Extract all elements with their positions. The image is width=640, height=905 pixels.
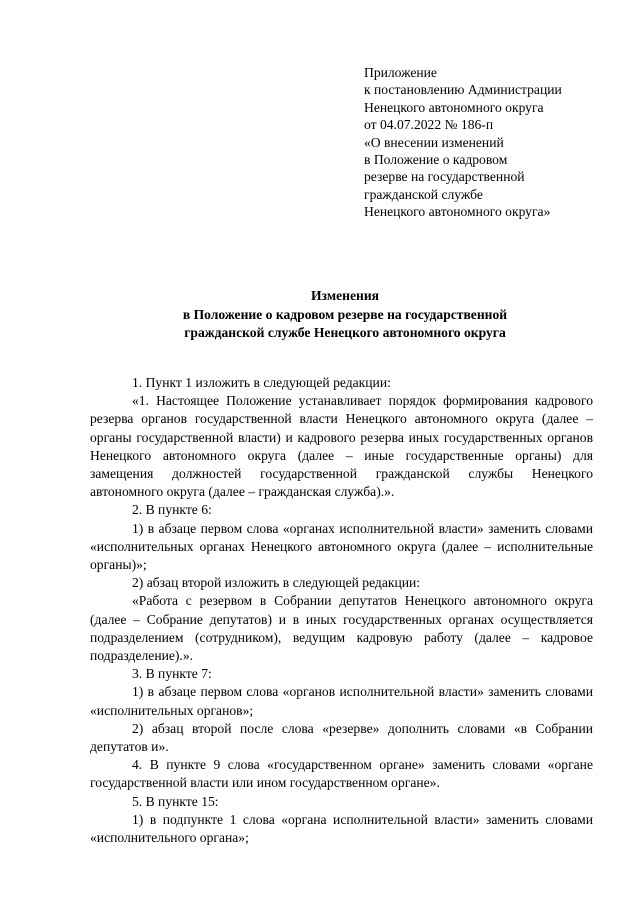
appendix-line: от 04.07.2022 № 186-п <box>364 117 494 133</box>
paragraph: 2) абзац второй после слова «резерве» дополнить словами «в Собрании депутатов и». <box>90 720 593 755</box>
paragraph: 2. В пункте 6: <box>132 502 212 518</box>
paragraph: 4. В пункте 9 слова «государственном органе» заменить словами «органе государственной власти или ином государственном органе». <box>90 757 593 791</box>
paragraph: 1. Пункт 1 изложить в следующей редакции: <box>132 375 391 390</box>
appendix-line: резерве на государственной <box>364 169 525 185</box>
paragraph: «1. Настоящее Положение устанавливает порядок формирования кадрового резерва органов государственной власти Ненецкого автономного округа (далее – органы государственной власти) и кадрового резерва иных государственных органов Ненецкого автономного округа (далее – иные государственные органы) для замещения должностей государственной гражданской службы Ненецкого автономного округа (далее – гражданская служба).». <box>90 393 593 500</box>
title-line: Изменения <box>310 288 380 303</box>
paragraph: 3. В пункте 7: <box>132 666 212 682</box>
appendix-line: в Положение о кадровом <box>364 152 508 168</box>
paragraph: 1) в подпункте 1 слова «органа исполнительной власти» заменить словами «исполнительного органа»; <box>90 811 593 846</box>
paragraph: 1) в абзаце первом слова «органов исполнительной власти» заменить словами «исполнительных органов»; <box>90 684 593 718</box>
document-body <box>90 374 593 847</box>
appendix-header <box>364 64 624 221</box>
paragraph: 2) абзац второй изложить в следующей редакции: <box>132 575 421 591</box>
paragraph: 5. В пункте 15: <box>132 793 219 809</box>
paragraph: 1) в абзаце первом слова «органах исполнительной власти» заменить словами «исполнительных органах Ненецкого автономного округа (далее – исполнительные органы)»; <box>90 520 593 573</box>
appendix-line: гражданской службе <box>364 186 483 202</box>
title-line: в Положение о кадровом резерве на государственной <box>182 306 508 322</box>
document-title <box>90 287 600 343</box>
appendix-line: Ненецкого автономного округа <box>364 99 544 115</box>
paragraph: «Работа с резервом в Собрании депутатов Ненецкого автономного округа (далее – Собрание депутатов) и в иных государственных органах осуществляется подразделением (сотрудником), ведущим кадровую работу (далее – кадровое подразделение).». <box>90 593 593 664</box>
title-line: гражданской службе Ненецкого автономного округа <box>184 325 506 340</box>
appendix-line: Приложение <box>364 65 437 80</box>
appendix-line: Ненецкого автономного округа» <box>364 204 551 220</box>
appendix-line: «О внесении изменений <box>364 134 504 150</box>
appendix-line: к постановлению Администрации <box>364 82 562 98</box>
